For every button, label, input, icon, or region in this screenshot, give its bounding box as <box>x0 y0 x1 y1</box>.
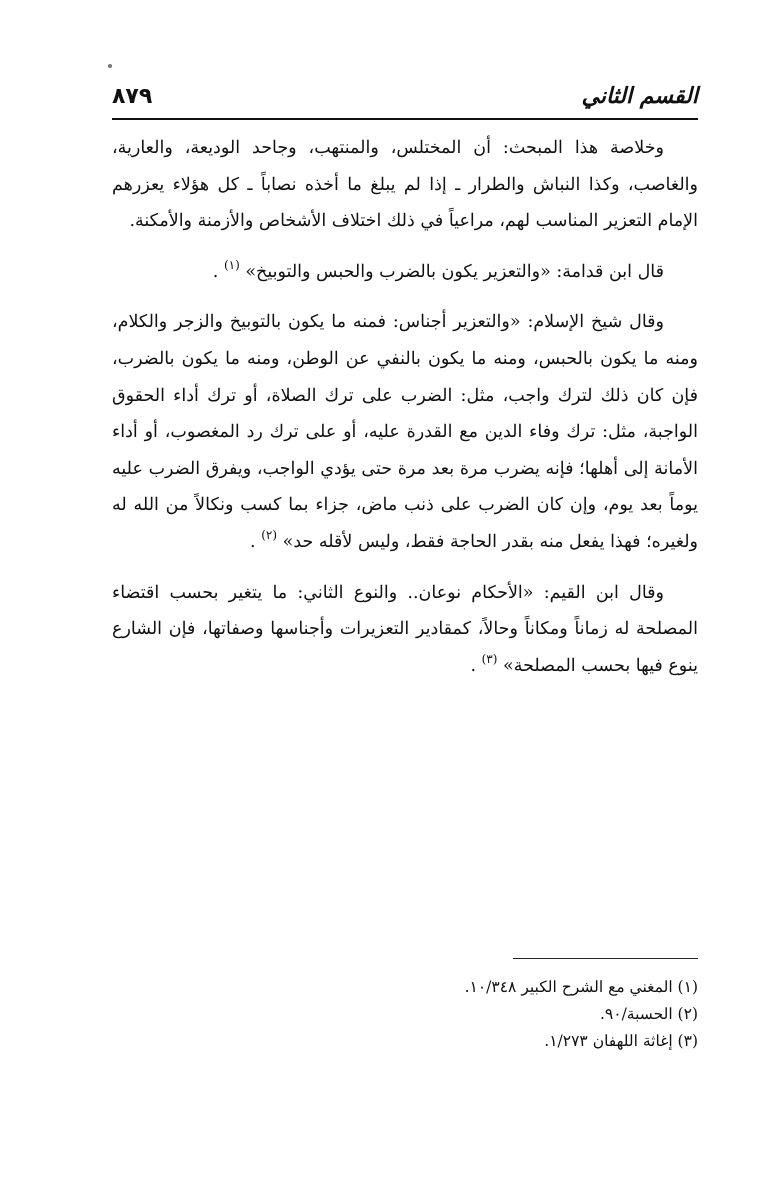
text-line: اقتضاء المصلحة له زماناً ومكاناً وحالاً، كمقادير التعزيرات وأجناسها <box>112 582 698 640</box>
text-line: بعد مرة حتى يؤدي الواجب، ويفرق الضرب عليه يوماً بعد يوم، وإن كان <box>112 458 698 516</box>
footnote-2: (٢) الحسبة/٩٠. <box>599 1005 698 1023</box>
text-line: والكلام، ومنه ما يكون بالحبس، ومنه ما يكون بالنفي عن الوطن، ومنه ما <box>112 312 698 369</box>
text-line: وخلاصة هذا المبحث: أن المختلس، والمنتهب، وجاحد الوديعة، <box>184 138 664 158</box>
running-header <box>112 84 698 120</box>
paragraph-summary <box>112 130 698 240</box>
page-number: ٨٧٩ <box>112 84 153 109</box>
paragraph-ibn-al-qayyim <box>112 575 698 685</box>
section-title: القسم الثاني <box>581 84 698 109</box>
footnote-separator <box>513 958 698 959</box>
text-line: وقال شيخ الإسلام: «والتعزير أجناس: فمنه ما يكون بالتوبيخ والزجر <box>174 312 664 333</box>
sentence-end: . <box>470 655 477 676</box>
main-text <box>112 130 698 684</box>
sentence-end: . <box>212 261 219 282</box>
footnote-marker: (٣) <box>481 651 498 666</box>
footnote-marker: (٢) <box>261 527 278 542</box>
text-line: يكون بالضرب، فإن كان ذلك لترك واجب، مثل: الضرب على ترك <box>112 348 698 406</box>
footnote-list <box>112 974 698 1055</box>
paragraph-shaykh-al-islam <box>112 304 698 560</box>
scan-speck <box>108 64 112 68</box>
text-line: يفعل منه بقدر الحاجة فقط، وليس لأقله حد» <box>282 531 605 552</box>
text-line: وقال ابن القيم: «الأحكام نوعان.. والنوع الثاني: ما يتغير بحسب <box>169 582 664 603</box>
footnote-1: (١) المغني مع الشرح الكبير ١٠/٣٤٨. <box>464 978 698 996</box>
text-line: الصلاة، أو ترك أداء الحقوق الواجبة، مثل: ترك وفاء الدين مع القدرة <box>112 385 698 443</box>
text-line: قال ابن قدامة: «والتعزير يكون بالضرب والحبس والتوبيخ» <box>245 261 664 282</box>
text-line: وصفاتها، فإن الشارع ينوع فيها بحسب المصلحة» <box>112 619 698 676</box>
footnote-marker: (١) <box>223 257 240 272</box>
paragraph-ibn-qudama <box>112 254 698 291</box>
text-line: عليه، أو على ترك رد المغصوب، أو أداء الأمانة إلى أهلها؛ فإنه يضرب مرة <box>112 422 698 479</box>
text-line: هؤلاء يعزرهم الإمام التعزير المناسب لهم، مراعياً في ذلك اختلاف <box>112 174 698 232</box>
footnote-3: (٣) إغاثة اللهفان ١/٢٧٣. <box>544 1032 698 1050</box>
text-line: الضرب على ذنب ماض، جزاء بما كسب ونكالاً من الله له ولغيره؛ فهذا <box>112 495 698 552</box>
text-line: الأشخاص والأزمنة والأمكنة. <box>129 211 327 232</box>
text-line: والعارية، والغاصب، وكذا النباش والطرار ـ إذا لم يبلغ ما أخذه نصاباً ـ كل <box>112 138 698 195</box>
sentence-end: . <box>250 531 256 552</box>
